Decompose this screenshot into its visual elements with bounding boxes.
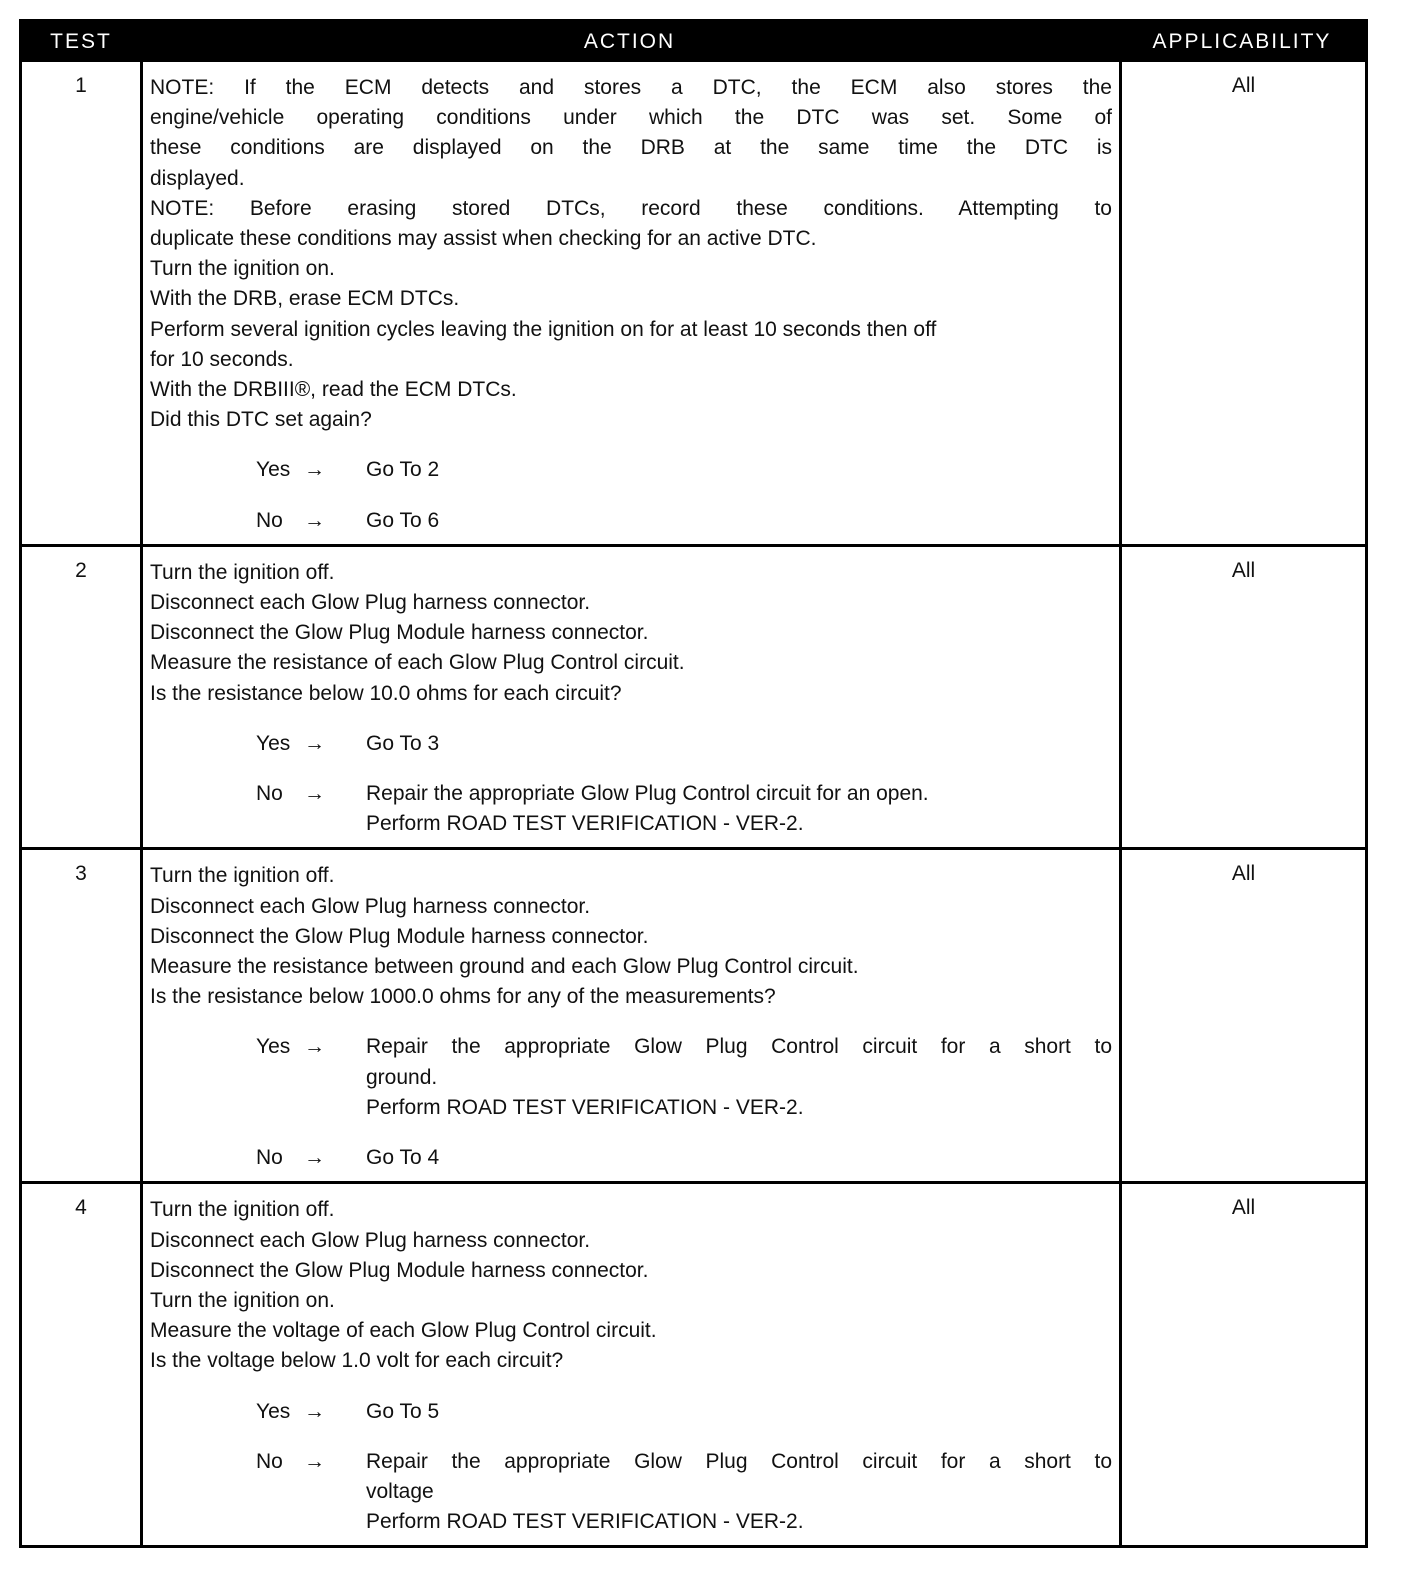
action-cell: [143, 1184, 1122, 1545]
result-line: Perform ROAD TEST VERIFICATION - VER-2.: [366, 1095, 804, 1119]
test-number: 4: [22, 1184, 143, 1545]
action-line: Did this DTC set again?: [150, 408, 372, 432]
action-line: Disconnect each Glow Plug harness connector.: [150, 894, 591, 918]
result-line: Repair the appropriate Glow Plug Control circuit for an open.: [366, 782, 929, 806]
applicability-cell: All: [1231, 558, 1256, 582]
header-applicability: APPLICABILITY: [1152, 30, 1332, 53]
answer-result: [366, 1143, 1112, 1173]
header-action: ACTION: [583, 30, 676, 53]
arrow-right-icon: →: [304, 782, 325, 806]
action-line: NOTE: If the ECM detects and stores a DTC, the ECM also stores the: [150, 76, 1112, 99]
answer-label: No: [256, 1449, 283, 1473]
answer-option: [150, 779, 1112, 839]
answer-result: [366, 506, 1112, 536]
action-line: With the DRB, erase ECM DTCs.: [150, 287, 460, 311]
answer-option: [150, 1397, 1112, 1427]
action-line: With the DRBIII®, read the ECM DTCs.: [150, 378, 517, 402]
result-line: Go To 5: [366, 1399, 440, 1423]
action-line: Disconnect the Glow Plug Module harness connector.: [150, 1258, 649, 1282]
answer-option: [150, 506, 1112, 536]
action-line: Disconnect the Glow Plug Module harness connector.: [150, 621, 649, 645]
applicability-cell: All: [1231, 74, 1256, 97]
table-row: [22, 1181, 1365, 1545]
diagnostic-test-table: [19, 19, 1368, 1548]
result-line: voltage: [366, 1479, 434, 1503]
answer-result: [366, 1032, 1112, 1123]
result-line: Go To 2: [366, 458, 440, 482]
table-row: [22, 847, 1365, 1181]
action-line: Turn the ignition off.: [150, 560, 335, 584]
answer-label: No: [256, 508, 283, 532]
table-body: [22, 62, 1365, 1545]
action-line: Perform several ignition cycles leaving the ignition on for at least 10 seconds then off: [150, 317, 937, 341]
action-cell: [143, 850, 1122, 1181]
result-line: Perform ROAD TEST VERIFICATION - VER-2.: [366, 812, 804, 836]
answer-label: Yes: [256, 731, 291, 755]
action-line: Disconnect the Glow Plug Module harness connector.: [150, 924, 649, 948]
result-line: Repair the appropriate Glow Plug Control circuit for a short to: [366, 1449, 1112, 1473]
action-line: Measure the voltage of each Glow Plug Control circuit.: [150, 1319, 657, 1343]
action-line: Turn the ignition off.: [150, 864, 335, 888]
table-header: [22, 22, 1365, 62]
applicability-cell: All: [1231, 862, 1256, 886]
arrow-right-icon: →: [304, 508, 325, 532]
result-line: Perform ROAD TEST VERIFICATION - VER-2.: [366, 1510, 804, 1534]
answer-option: [150, 729, 1112, 759]
applicability-cell: All: [1231, 1196, 1256, 1220]
header-test: TEST: [50, 30, 112, 53]
result-line: ground.: [366, 1065, 438, 1089]
answer-result: [366, 729, 1112, 759]
result-line: Repair the appropriate Glow Plug Control circuit for a short to: [366, 1035, 1112, 1059]
action-line: displayed.: [150, 166, 245, 190]
action-line: Disconnect each Glow Plug harness connector.: [150, 591, 591, 615]
test-number: 2: [22, 547, 143, 848]
arrow-right-icon: →: [304, 458, 325, 482]
test-number: 3: [22, 850, 143, 1181]
result-line: Go To 4: [366, 1146, 440, 1170]
action-line: Disconnect each Glow Plug harness connector.: [150, 1228, 591, 1252]
arrow-right-icon: →: [304, 731, 325, 755]
arrow-right-icon: →: [304, 1146, 325, 1170]
answer-option: [150, 1143, 1112, 1173]
action-line: duplicate these conditions may assist when checking for an active DTC.: [150, 227, 817, 251]
action-line: NOTE: Before erasing stored DTCs, record these conditions. Attempting to: [150, 196, 1112, 220]
action-line: Measure the resistance of each Glow Plug Control circuit.: [150, 651, 685, 675]
answer-label: No: [256, 1146, 283, 1170]
table-row: [22, 62, 1365, 544]
arrow-right-icon: →: [304, 1035, 325, 1059]
table-row: [22, 544, 1365, 848]
answer-label: Yes: [256, 1035, 291, 1059]
test-number: 1: [22, 62, 143, 544]
answer-option: [150, 1032, 1112, 1123]
action-line: Is the resistance below 10.0 ohms for each circuit?: [150, 681, 622, 705]
result-line: Go To 6: [366, 508, 440, 532]
answer-result: [366, 779, 1112, 839]
answer-label: Yes: [256, 1399, 291, 1423]
action-line: Turn the ignition on.: [150, 257, 335, 281]
answer-option: [150, 455, 1112, 485]
answer-label: No: [256, 782, 283, 806]
action-line: for 10 seconds.: [150, 347, 294, 371]
answer-result: [366, 455, 1112, 485]
action-cell: [143, 547, 1122, 848]
action-line: Is the voltage below 1.0 volt for each circuit?: [150, 1349, 564, 1373]
answer-result: [366, 1447, 1112, 1538]
result-line: Go To 3: [366, 731, 440, 755]
action-line: Turn the ignition off.: [150, 1198, 335, 1222]
action-line: Is the resistance below 1000.0 ohms for any of the measurements?: [150, 985, 776, 1009]
arrow-right-icon: →: [304, 1399, 325, 1423]
answer-option: [150, 1447, 1112, 1538]
action-line: these conditions are displayed on the DRB at the same time the DTC is: [150, 136, 1112, 160]
action-line: Turn the ignition on.: [150, 1288, 335, 1312]
arrow-right-icon: →: [304, 1449, 325, 1473]
answer-label: Yes: [256, 458, 291, 482]
action-line: engine/vehicle operating conditions under which the DTC was set. Some of: [150, 106, 1112, 130]
action-cell: [143, 62, 1122, 544]
action-line: Measure the resistance between ground and each Glow Plug Control circuit.: [150, 955, 859, 979]
answer-result: [366, 1397, 1112, 1427]
